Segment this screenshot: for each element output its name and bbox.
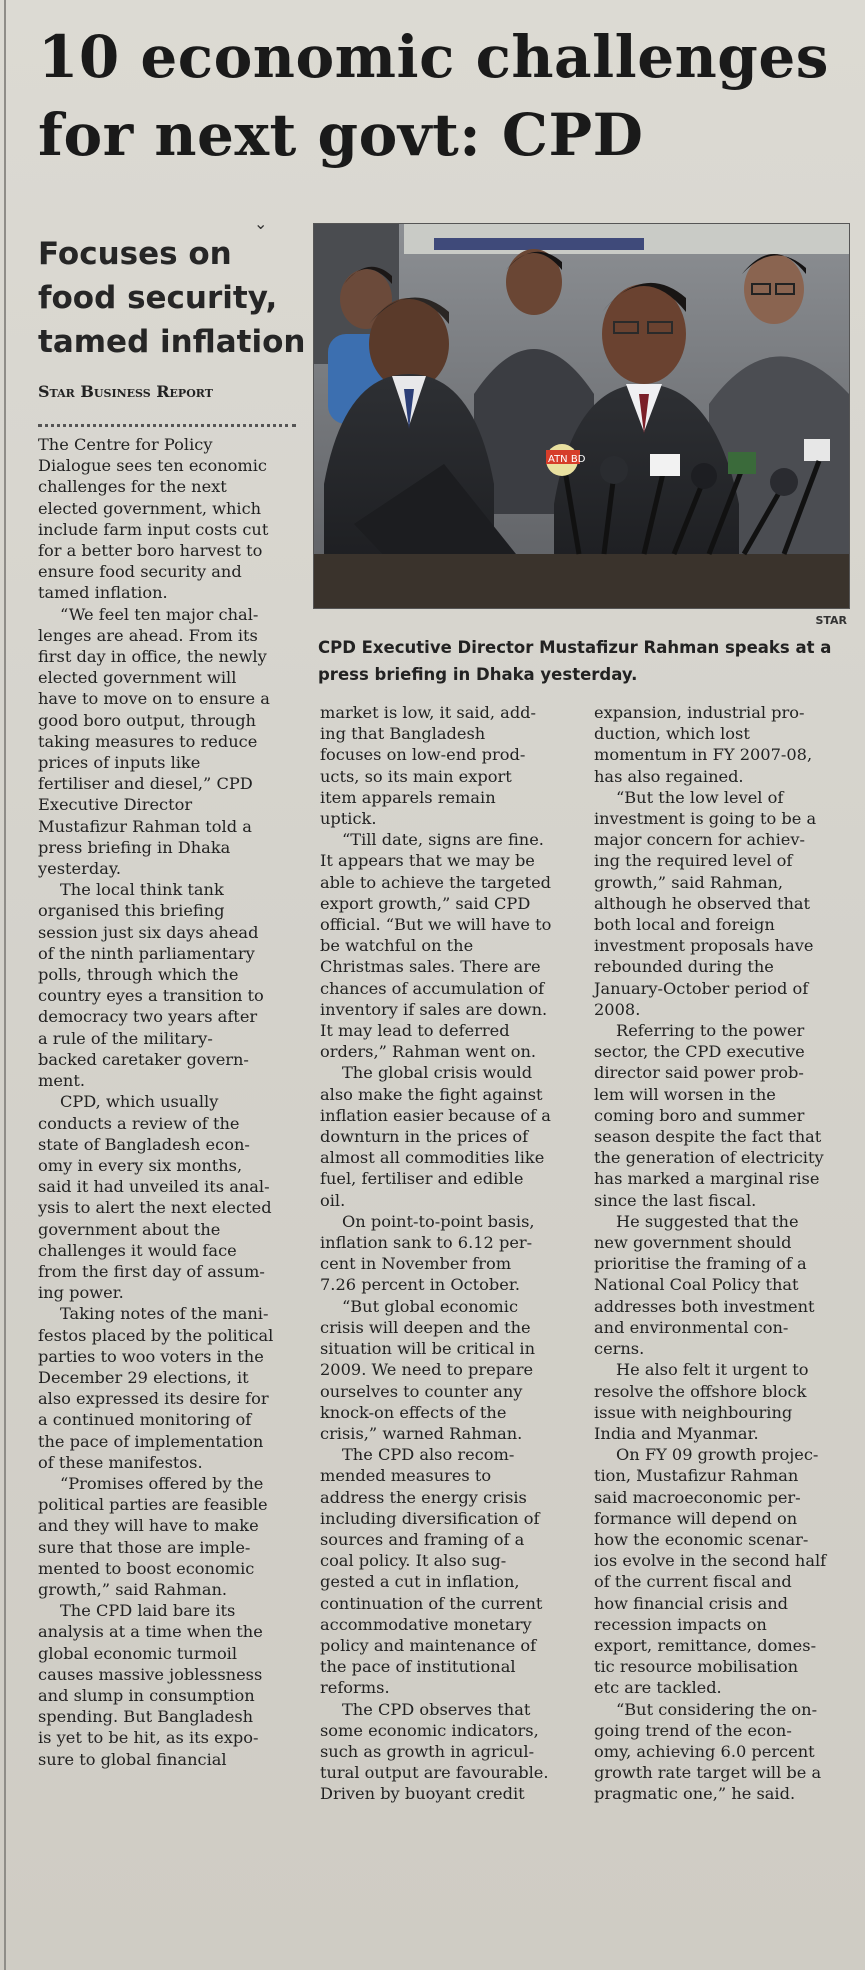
article-line: have to move on to ensure a [38, 689, 270, 709]
article-line: It appears that we may be [320, 851, 535, 871]
article-line: is yet to be hit, as its expo- [38, 1728, 259, 1748]
article-line: accommodative monetary [320, 1614, 532, 1634]
article-line: downturn in the prices of [320, 1127, 529, 1147]
article-line: addresses both investment [594, 1296, 815, 1316]
article-line: situation will be critical in [320, 1339, 535, 1359]
article-line: official. “But we will have to [320, 915, 552, 935]
column-rule [4, 0, 6, 1970]
article-line: said it had unveiled its anal- [38, 1177, 270, 1197]
article-line: elected government will [38, 668, 237, 688]
article-paragraph [320, 702, 582, 829]
article-line: coal policy. It also sug- [320, 1551, 507, 1571]
article-line: sure to global financial [38, 1749, 227, 1769]
article-line: He suggested that the [616, 1211, 799, 1231]
article-paragraph [320, 1062, 582, 1210]
article-line: reforms. [320, 1678, 390, 1698]
article-line: also make the fight against [320, 1084, 543, 1104]
article-line: from the first day of assum- [38, 1261, 265, 1281]
article-line: resolve the offshore block [594, 1381, 807, 1401]
article-line: the pace of institutional [320, 1657, 516, 1677]
article-line: a continued monitoring of [38, 1410, 252, 1430]
article-line: challenges it would face [38, 1240, 237, 1260]
article-paragraph [594, 1444, 849, 1698]
article-line: new government should [594, 1233, 792, 1253]
article-line: National Coal Policy that [594, 1275, 799, 1295]
article-line: festos placed by the political [38, 1325, 274, 1345]
article-line: focuses on low-end prod- [320, 745, 526, 765]
article-paragraph [594, 1211, 849, 1359]
article-line: The CPD observes that [342, 1699, 531, 1719]
article-paragraph [594, 1020, 849, 1211]
dotted-divider [38, 424, 296, 427]
article-line: elected government, which [38, 498, 262, 518]
article-line: sources and framing of a [320, 1529, 525, 1549]
article-line: Taking notes of the mani- [60, 1304, 269, 1324]
article-line: lem will worsen in the [594, 1084, 776, 1104]
article-line: cent in November from [320, 1254, 512, 1274]
article-line: prioritise the framing of a [594, 1254, 807, 1274]
print-mark: ⌄ [254, 214, 268, 233]
article-paragraph [38, 879, 310, 1091]
article-line: orders,” Rahman went on. [320, 1042, 537, 1062]
photo-credit: STAR [815, 614, 847, 627]
article-line: session just six days ahead [38, 922, 259, 942]
article-line: policy and maintenance of [320, 1635, 537, 1655]
article-line: He also felt it urgent to [616, 1360, 809, 1380]
headline-line: 10 economic challenges [38, 23, 829, 91]
article-line: inflation easier because of a [320, 1105, 551, 1125]
article-line: Executive Director [38, 795, 193, 815]
article-line: market is low, it said, add- [320, 703, 537, 722]
article-line: growth,” said Rahman. [38, 1579, 228, 1599]
article-paragraph [320, 829, 582, 1062]
press-photo [313, 223, 850, 609]
article-paragraph [38, 604, 310, 880]
article-paragraph [38, 434, 310, 604]
article-line: Driven by buoyant credit [320, 1784, 525, 1804]
article-line: ucts, so its main export [320, 766, 512, 786]
article-line: ing the required level of [594, 851, 793, 871]
article-line: yesterday. [38, 859, 122, 879]
article-line: a rule of the military- [38, 1028, 213, 1048]
article-line: export growth,” said CPD [320, 893, 531, 913]
article-line: rebounded during the [594, 957, 774, 977]
article-line: The global crisis would [342, 1063, 533, 1083]
article-line: also expressed its desire for [38, 1389, 269, 1409]
caption-line: press briefing in Dhaka yesterday. [318, 665, 638, 684]
article-line: crisis will deepen and the [320, 1317, 531, 1337]
article-line: spending. But Bangladesh [38, 1707, 254, 1727]
article-line: and environmental con- [594, 1317, 789, 1337]
article-line: able to achieve the targeted [320, 872, 552, 892]
article-line: ensure food security and [38, 562, 242, 582]
article-line: of the ninth parliamentary [38, 943, 255, 963]
headline-line: for next govt: CPD [38, 101, 644, 169]
subheadline-line: tamed inflation [38, 324, 306, 360]
article-line: recession impacts on [594, 1614, 767, 1634]
article-line: for a better boro harvest to [38, 541, 263, 561]
article-line: Mustafizur Rahman told a [38, 816, 252, 836]
article-line: formance will depend on [594, 1508, 798, 1528]
article-line: “But global economic [342, 1296, 519, 1316]
article-paragraph [38, 1303, 310, 1473]
article-line: the pace of implementation [38, 1431, 264, 1451]
article-line: “Promises offered by the [60, 1473, 264, 1493]
article-paragraph [594, 1359, 849, 1444]
article-line: fuel, fertiliser and edible [320, 1169, 524, 1189]
article-line: It may lead to deferred [320, 1021, 510, 1041]
article-line: prices of inputs like [38, 753, 201, 773]
article-line: etc are tackled. [594, 1678, 722, 1698]
article-line: has marked a marginal rise [594, 1169, 820, 1189]
article-line: although he observed that [594, 893, 811, 913]
article-line: CPD, which usually [60, 1092, 219, 1112]
article-line: lenges are ahead. From its [38, 625, 258, 645]
article-paragraph [320, 1211, 582, 1296]
article-line: gested a cut in inflation, [320, 1572, 520, 1592]
article-line: challenges for the next [38, 477, 227, 497]
article-line: “But considering the on- [616, 1699, 818, 1719]
subheadline-line: Focuses on [38, 236, 232, 272]
article-line: almost all commodities like [320, 1148, 545, 1168]
article-line: conducts a review of the [38, 1113, 240, 1133]
subheadline-line: food security, [38, 280, 278, 316]
article-line: pragmatic one,” he said. [594, 1784, 796, 1804]
article-line: ios evolve in the second half [594, 1551, 827, 1571]
article-line: continuation of the current [320, 1593, 543, 1613]
article-line: tic resource mobilisation [594, 1657, 799, 1677]
article-line: tion, Mustafizur Rahman [594, 1466, 799, 1486]
article-line: good boro output, through [38, 710, 256, 730]
article-paragraph [38, 1600, 310, 1770]
article-line: ing that Bangladesh [320, 724, 486, 744]
article-line: The local think tank [60, 880, 224, 900]
article-line: global economic turmoil [38, 1643, 238, 1663]
article-line: the generation of electricity [594, 1148, 824, 1168]
article-line: cerns. [594, 1339, 645, 1359]
article-line: sector, the CPD executive [594, 1042, 805, 1062]
article-line: such as growth in agricul- [320, 1741, 535, 1761]
article-line: expansion, industrial pro- [594, 703, 805, 722]
article-line: country eyes a transition to [38, 986, 264, 1006]
article-line: Referring to the power [616, 1021, 805, 1041]
article-line: director said power prob- [594, 1063, 804, 1083]
article-line: item apparels remain [320, 787, 496, 807]
article-line: has also regained. [594, 766, 744, 786]
article-line: tural output are favourable. [320, 1763, 549, 1783]
article-line: taking measures to reduce [38, 731, 258, 751]
article-line: include farm input costs cut [38, 519, 269, 539]
article-line: omy in every six months, [38, 1155, 243, 1175]
article-line: crisis,” warned Rahman. [320, 1423, 523, 1443]
article-line: growth,” said Rahman, [594, 872, 784, 892]
article-line: The CPD laid bare its [60, 1601, 236, 1621]
article-line: knock-on effects of the [320, 1402, 507, 1422]
article-line: causes massive joblessness [38, 1664, 263, 1684]
article-paragraph [320, 1444, 582, 1698]
article-line: 2009. We need to prepare [320, 1360, 534, 1380]
article-line: On point-to-point basis, [342, 1211, 535, 1231]
article-line: On FY 09 growth projec- [616, 1445, 819, 1465]
article-line: how financial crisis and [594, 1593, 789, 1613]
article-line: and slump in consumption [38, 1685, 255, 1705]
caption-line: CPD Executive Director Mustafizur Rahman speaks at a [318, 638, 832, 657]
article-line: uptick. [320, 809, 377, 829]
article-paragraph [594, 702, 849, 787]
article-line: press briefing in Dhaka [38, 837, 231, 857]
article-line: Christmas sales. There are [320, 957, 541, 977]
article-line: of these manifestos. [38, 1452, 203, 1472]
article-line: India and Myanmar. [594, 1423, 759, 1443]
article-column-2 [320, 702, 582, 1805]
article-line: “We feel ten major chal- [60, 604, 259, 624]
article-column-3 [594, 702, 849, 1805]
press-photo-illustration [314, 224, 849, 608]
article-line: ourselves to counter any [320, 1381, 523, 1401]
article-line: coming boro and summer [594, 1105, 805, 1125]
article-line: polls, through which the [38, 965, 239, 985]
article-line: January-October period of [594, 978, 809, 998]
article-line: major concern for achiev- [594, 830, 805, 850]
article-paragraph [320, 1296, 582, 1444]
article-line: inventory if sales are down. [320, 999, 548, 1019]
article-line: ysis to alert the next elected [38, 1198, 272, 1218]
article-line: 7.26 percent in October. [320, 1275, 520, 1295]
article-line: The Centre for Policy [38, 435, 213, 454]
article-line: issue with neighbouring [594, 1402, 793, 1422]
article-line: parties to woo voters in the [38, 1346, 264, 1366]
article-line: mended measures to [320, 1466, 492, 1486]
article-line: both local and foreign [594, 915, 775, 935]
article-line: inflation sank to 6.12 per- [320, 1233, 533, 1253]
article-line: including diversification of [320, 1508, 540, 1528]
article-line: momentum in FY 2007-08, [594, 745, 813, 765]
article-line: December 29 elections, it [38, 1367, 249, 1387]
article-paragraph [594, 787, 849, 1020]
article-line: The CPD also recom- [342, 1445, 515, 1465]
article-line: export, remittance, domes- [594, 1635, 817, 1655]
article-line: fertiliser and diesel,” CPD [38, 774, 253, 794]
article-line: oil. [320, 1190, 346, 1210]
article-paragraph [38, 1473, 310, 1600]
article-line: of the current fiscal and [594, 1572, 792, 1592]
photo-caption [318, 634, 850, 688]
article-line: ment. [38, 1071, 86, 1091]
subheadline [38, 232, 318, 364]
article-paragraph [38, 1091, 310, 1303]
article-line: since the last fiscal. [594, 1190, 757, 1210]
article-line: growth rate target will be a [594, 1763, 822, 1783]
headline [38, 18, 848, 174]
article-line: 2008. [594, 999, 641, 1019]
article-line: investment proposals have [594, 936, 814, 956]
article-line: sure that those are imple- [38, 1537, 251, 1557]
article-line: organised this briefing [38, 901, 225, 921]
article-line: said macroeconomic per- [594, 1487, 801, 1507]
article-line: some economic indicators, [320, 1720, 539, 1740]
article-line: government about the [38, 1219, 221, 1239]
article-line: going trend of the econ- [594, 1720, 792, 1740]
article-line: season despite the fact that [594, 1127, 822, 1147]
mic-flag-label: ATN BD [548, 454, 586, 465]
article-line: analysis at a time when the [38, 1622, 263, 1642]
article-line: “But the low level of [616, 787, 784, 807]
article-line: duction, which lost [594, 724, 750, 744]
article-line: address the energy crisis [320, 1487, 527, 1507]
article-line: investment is going to be a [594, 809, 817, 829]
article-line: first day in office, the newly [38, 647, 267, 667]
article-line: and they will have to make [38, 1516, 259, 1536]
article-line: how the economic scenar- [594, 1529, 809, 1549]
article-line: be watchful on the [320, 936, 474, 956]
article-column-1 [38, 434, 310, 1770]
article-paragraph [320, 1699, 582, 1805]
article-line: “Till date, signs are fine. [342, 830, 544, 850]
article-paragraph [594, 1699, 849, 1805]
article-line: tamed inflation. [38, 583, 168, 603]
article-line: backed caretaker govern- [38, 1049, 249, 1069]
article-line: ing power. [38, 1283, 124, 1303]
article-line: mented to boost economic [38, 1558, 255, 1578]
article-line: democracy two years after [38, 1007, 258, 1027]
article-line: state of Bangladesh econ- [38, 1134, 250, 1154]
article-line: Dialogue sees ten economic [38, 456, 267, 476]
byline: Star Business Report [38, 382, 213, 401]
article-line: omy, achieving 6.0 percent [594, 1741, 815, 1761]
article-line: chances of accumulation of [320, 978, 545, 998]
article-line: political parties are feasible [38, 1495, 268, 1515]
